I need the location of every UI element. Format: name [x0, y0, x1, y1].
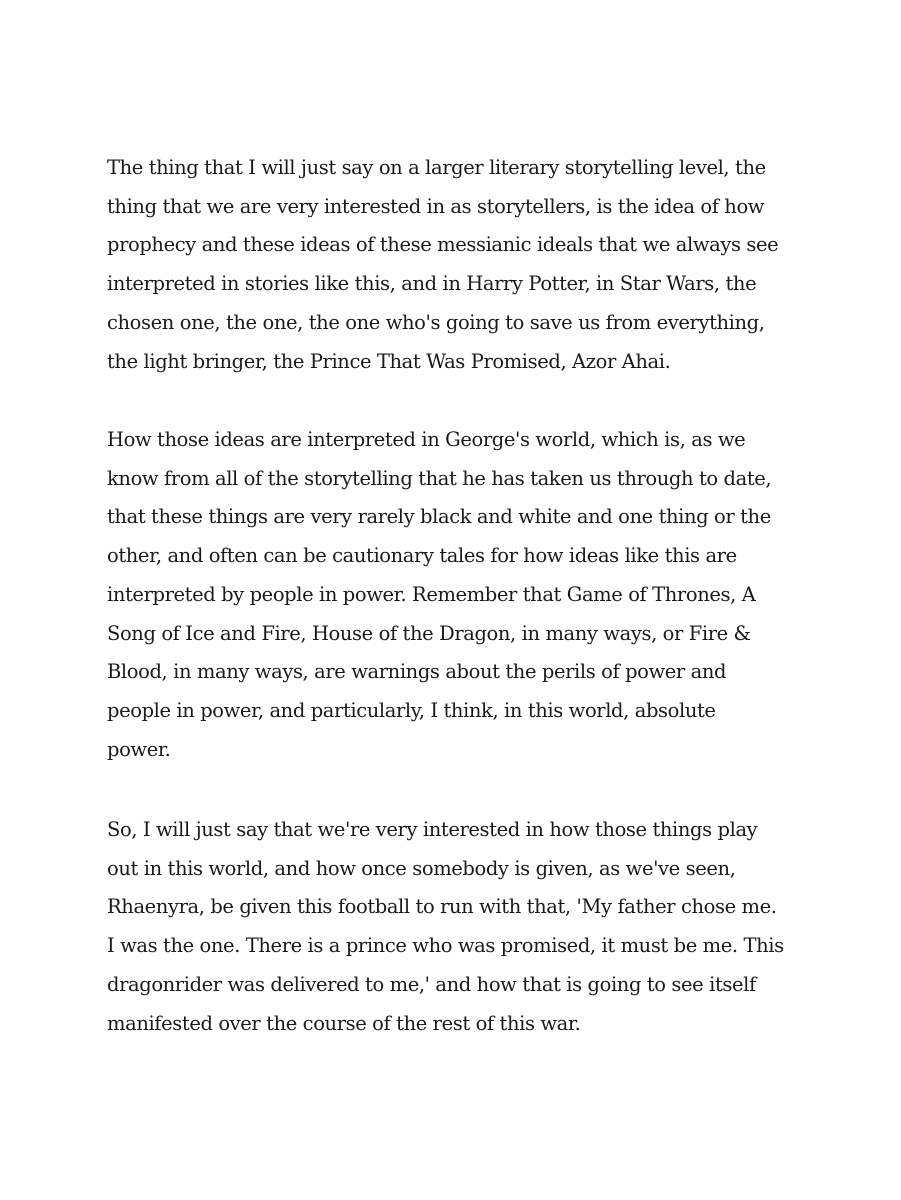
text-line: I was the one. There is a prince who was promised, it must be me. This	[107, 934, 784, 958]
text-line: people in power, and particularly, I think, in this world, absolute	[107, 698, 716, 722]
text-line: interpreted by people in power. Remember that Game of Thrones, A	[107, 582, 756, 606]
text-line: prophecy and these ideas of these messianic ideals that we always see	[107, 233, 779, 257]
text-line: thing that we are very interested in as storytellers, is the idea of how	[107, 194, 765, 218]
text-line: So, I will just say that we're very interested in how those things play	[107, 818, 758, 841]
text-line: other, and often can be cautionary tales for how ideas like this are	[107, 544, 737, 568]
text-line: power.	[107, 737, 171, 761]
text-line: know from all of the storytelling that he has taken us through to date,	[107, 466, 772, 490]
text-line: The thing that I will just say on a larger literary storytelling level, the	[107, 156, 766, 179]
text-line: the light bringer, the Prince That Was Promised, Azor Ahai.	[107, 349, 671, 373]
paragraph-1	[107, 149, 807, 381]
text-line: dragonrider was delivered to me,' and how that is going to see itself	[107, 972, 756, 996]
text-line: Rhaenyra, be given this football to run with that, 'My father chose me.	[107, 895, 777, 919]
paragraph-3	[107, 811, 807, 1043]
text-line: How those ideas are interpreted in George's world, which is, as we	[107, 428, 746, 451]
text-line: manifested over the course of the rest of this war.	[107, 1011, 581, 1035]
text-line: chosen one, the one, the one who's going to save us from everything,	[107, 310, 765, 334]
text-line: Song of Ice and Fire, House of the Dragon, in many ways, or Fire &	[107, 621, 751, 645]
text-line: that these things are very rarely black and white and one thing or the	[107, 505, 771, 529]
text-line: interpreted in stories like this, and in Harry Potter, in Star Wars, the	[107, 272, 757, 296]
paragraph-2	[107, 421, 807, 769]
text-line: Blood, in many ways, are warnings about the perils of power and	[107, 660, 727, 684]
text-line: out in this world, and how once somebody is given, as we've seen,	[107, 856, 736, 880]
